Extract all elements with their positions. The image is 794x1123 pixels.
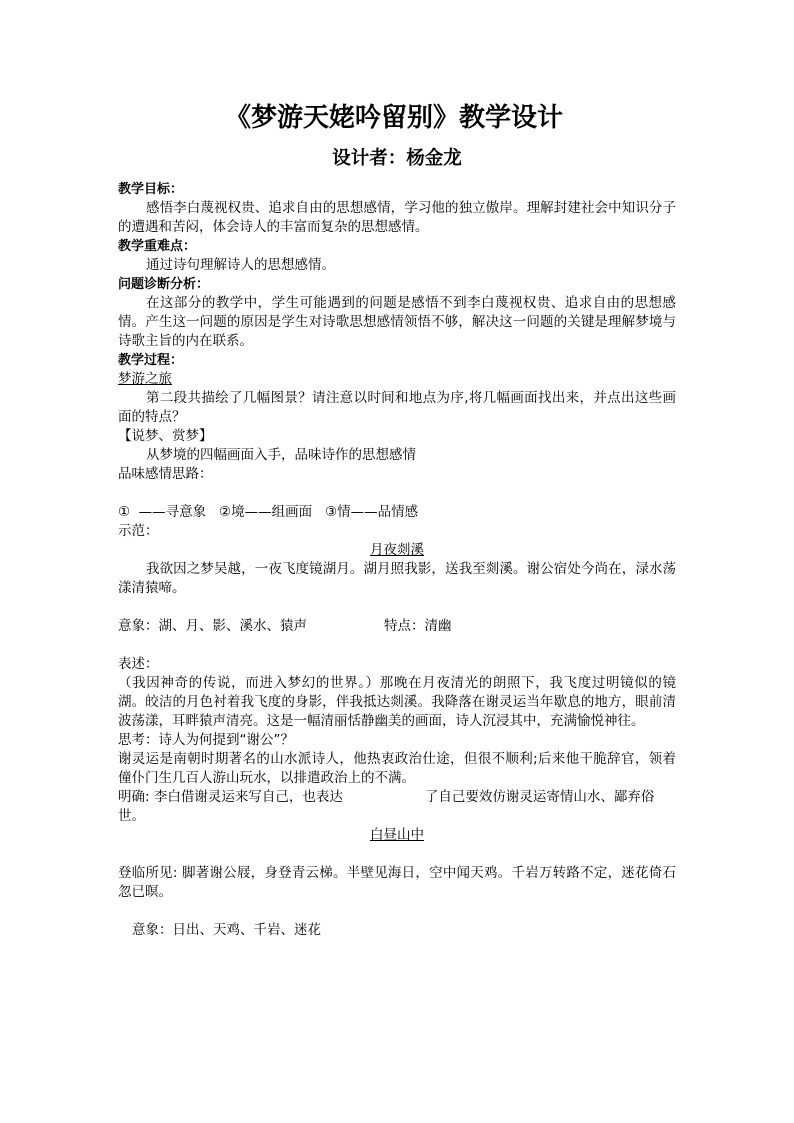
clarify-part-b: 了自己要效仿谢灵运寄情山水、鄙弃俗世。	[118, 789, 655, 824]
route-label: 品味感情思路：	[118, 466, 213, 482]
scene1-imagery: 意象：湖、月、影、溪水、猿声	[118, 618, 307, 634]
scene-title-moon-night: 月夜剡溪	[370, 542, 424, 558]
document-title: 《梦游天姥吟留别》教学设计	[224, 103, 563, 133]
scene1-poem: 我欲因之梦吴越，一夜飞度镜湖月。湖月照我影，送我至剡溪。谢公宿处今尚在，渌水荡漾清猿啼。	[118, 561, 676, 596]
express-text: （我因神奇的传说，而进入梦幻的世界。）那晚在月夜清光的朗照下，我飞度过明镜似的镜湖。皎洁的月色衬着我飞度的身影，伴我抵达剡溪。我降落在谢灵运当年歇息的地方，眼前清波荡漾，耳畔猿声清亮。这是一幅清丽恬静幽美的画面，诗人沉浸其中，充满愉悦神往。	[118, 675, 676, 729]
question-text: 第二段共描绘了几幅图景？请注意以时间和地点为序,将几幅画面找出来，并点出这些画面的特点？	[118, 390, 676, 425]
process-heading: 教学过程：	[118, 353, 184, 368]
scene2-poem: 登临所见: 脚著谢公屐，身登青云梯。半壁见海日，空中闻天鸡。千岩万转路不定，迷花倚石忽已暝。	[118, 865, 676, 900]
think-answer: 谢灵运是南朝时期著名的山水派诗人，他热衷政治仕途，但很不顺利;后来他干脆辞官，领着僮仆门生几百人游山玩水，以排遣政治上的不满。	[118, 751, 676, 786]
express-label: 表述：	[118, 656, 159, 672]
bracket-heading: 【说梦、赏梦】	[118, 428, 213, 444]
author-line: 设计者：杨金龙	[332, 148, 462, 169]
key-heading: 教学重难点：	[118, 239, 197, 254]
approach-text: 从梦境的四幅画面入手，品味诗作的思想感情	[146, 447, 416, 463]
goal-heading: 教学目标：	[118, 182, 184, 197]
spacer	[118, 484, 676, 503]
example-label: 示范：	[118, 523, 159, 539]
goal-text: 感悟李白蔑视权贵、追求自由的思想感情，学习他的独立傲岸。理解封建社会中知识分子的遭遇和苦闷，体会诗人的丰富而复杂的思想感情。	[118, 200, 676, 235]
clarify-part-a: 明确: 李白借谢灵运来写自己，也表达	[118, 789, 343, 805]
scene1-feature: 特点：清幽	[384, 618, 452, 634]
scene1-imagery-row	[118, 617, 676, 636]
spacer	[118, 845, 676, 864]
route-steps: ① ——寻意象 ②境——组画面 ③情——品情感	[118, 504, 419, 520]
section-title-dream-journey: 梦游之旅	[118, 371, 172, 387]
scene-title-daytime-mountain: 白昼山中	[370, 827, 424, 843]
key-text: 通过诗句理解诗人的思想感情。	[146, 257, 335, 273]
scene2-imagery: 意象：日出、天鸡、千岩、迷花	[132, 922, 321, 938]
spacer	[118, 598, 676, 617]
think-question: 思考：诗人为何提到“谢公”？	[118, 732, 294, 748]
diagnosis-heading: 问题诊断分析：	[118, 277, 210, 292]
clarify-text	[118, 788, 676, 826]
document-page	[118, 98, 676, 940]
diagnosis-text: 在这部分的教学中，学生可能遇到的问题是感悟不到李白蔑视权贵、追求自由的思想感情。产生这一问题的原因是学生对诗歌思想感情领悟不够，解决这一问题的关键是理解梦境与诗歌主旨的内在联系。	[118, 295, 676, 349]
spacer	[118, 902, 676, 921]
spacer	[118, 636, 676, 655]
